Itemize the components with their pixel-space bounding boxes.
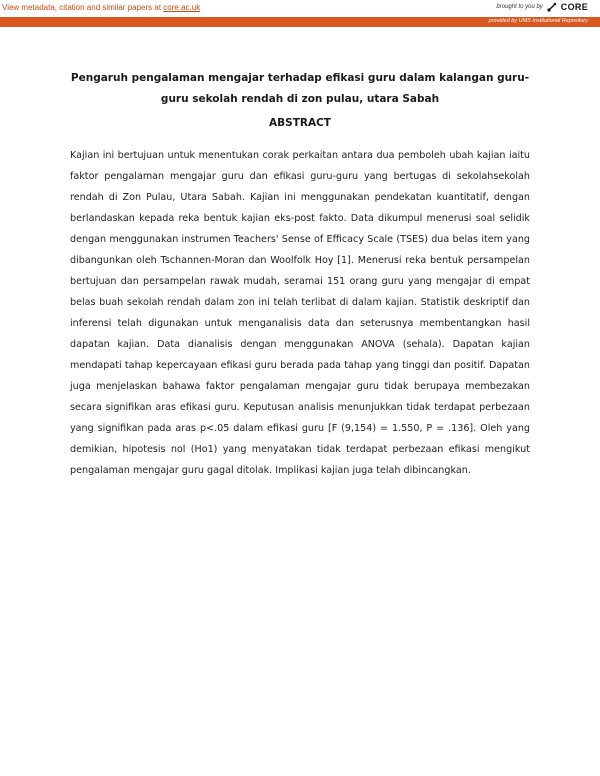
core-link-prefix: View metadata, citation and similar papers at bbox=[2, 3, 164, 12]
abstract-heading: ABSTRACT bbox=[269, 117, 331, 129]
core-header-bar bbox=[0, 0, 600, 17]
core-metadata-link[interactable] bbox=[2, 3, 200, 12]
provided-by-text[interactable]: provided by UMS Institutional Repository bbox=[488, 18, 588, 24]
core-logo-icon bbox=[546, 1, 558, 13]
core-branding[interactable] bbox=[496, 1, 588, 13]
core-ac-uk-link[interactable]: core.ac.uk bbox=[163, 3, 201, 12]
paper-title: Pengaruh pengalaman mengajar terhadap efikasi guru dalam kalangan guru-guru sekolah rendah di zon pulau, utara Sabah bbox=[70, 72, 530, 105]
core-logo-text: CORE bbox=[560, 2, 588, 12]
repository-bar bbox=[0, 17, 600, 27]
abstract-body: Kajian ini bertujuan untuk menentukan corak perkaitan antara dua pemboleh ubah kajian iaitu faktor pengalaman mengajar guru dan efikasi guru-guru yang bertugas di sekolahsekolah rendah di Zon Pulau, Utara Sabah. Kajian ini menggunakan pendekatan kuantitatif, dengan berlandaskan kepada reka bentuk kajian eks-post fakto. Data dikumpul menerusi soal selidik dengan menggunakan instrumen Teachers' Sense of Efficacy Scale (TSES) dua belas item yang dibangunkan oleh Tschannen-Moran dan Woolfolk Hoy [1]. Menerusi reka bentuk persampelan bertujuan dan persampelan rawak mudah, seramai 151 orang guru yang mengajar di empat belas buah sekolah rendah dalam zon ini telah terlibat di dalam kajian. Statistik deskriptif dan inferensi telah digunakan untuk menganalisis data dan seterusnya membentangkan hasil dapatan kajian. Data dianalisis dengan menggunakan ANOVA (sehala). Dapatan kajian mendapati tahap kepercayaan efikasi guru berada pada tahap yang tinggi dan positif. Dapatan juga menjelaskan bahawa faktor pengalaman mengajar guru tidak berupaya membezakan secara signifikan aras efikasi guru. Keputusan analisis menunjukkan tidak terdapat perbezaan yang signifikan pada aras p<.05 dalam efikasi guru [F (9,154) = 1.550, P = .136]. Oleh yang demikian, hipotesis nol (Ho1) yang menyatakan tidak terdapat perbezaan efikasi mengikut pengalaman mengajar guru gagal ditolak. Implikasi kajian juga telah dibincangkan. bbox=[70, 150, 530, 476]
brought-by-text: brought to you by bbox=[496, 4, 543, 10]
